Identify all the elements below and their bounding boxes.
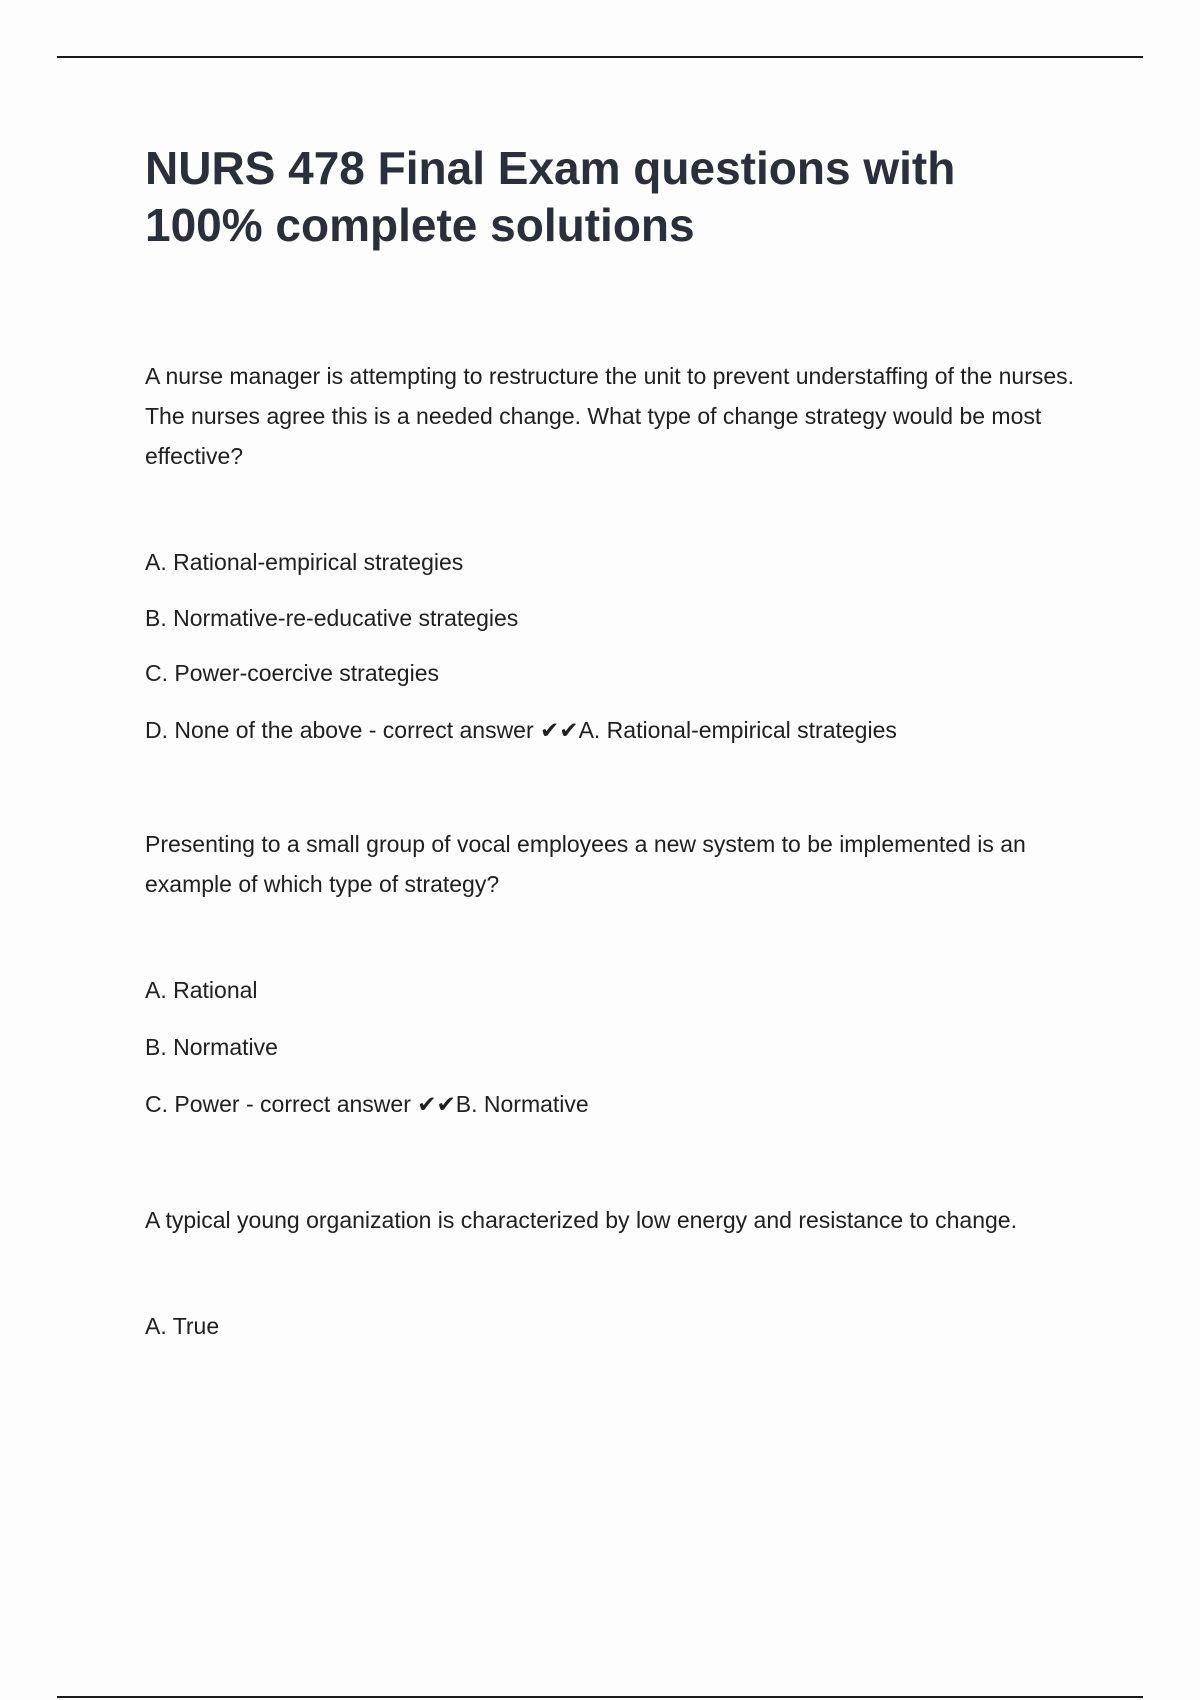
bottom-rule: [57, 1696, 1143, 1698]
top-rule: [57, 56, 1143, 58]
answer-option: C. Power-coercive strategies: [145, 660, 439, 686]
document-content: [145, 140, 1085, 1342]
question-block: [145, 356, 1085, 746]
question-text: A nurse manager is attempting to restructure the unit to prevent understaffing of the nurses. The nurses agree this is a needed change. What type of change strategy would be most effective?: [145, 363, 1075, 469]
answer-option: A. Rational-empirical strategies: [145, 549, 464, 575]
answer-option: B. Normative-re-educative strategies: [145, 605, 519, 631]
answer-option: D. None of the above - correct answer ✔✔A. Rational-empirical strategies: [145, 717, 897, 743]
question-block: [145, 1200, 1085, 1342]
question-block: [145, 824, 1085, 1120]
answer-option: A. True: [145, 1313, 220, 1339]
question-text: Presenting to a small group of vocal employees a new system to be implemented is an example of which type of strategy?: [145, 831, 1026, 897]
answer-option: A. Rational: [145, 977, 258, 1003]
answer-option: B. Normative: [145, 1034, 278, 1060]
question-text: A typical young organization is characterized by low energy and resistance to change.: [145, 1207, 1017, 1233]
answer-option: C. Power - correct answer ✔✔B. Normative: [145, 1091, 589, 1117]
document-title: NURS 478 Final Exam questions with 100% complete solutions: [145, 142, 956, 251]
